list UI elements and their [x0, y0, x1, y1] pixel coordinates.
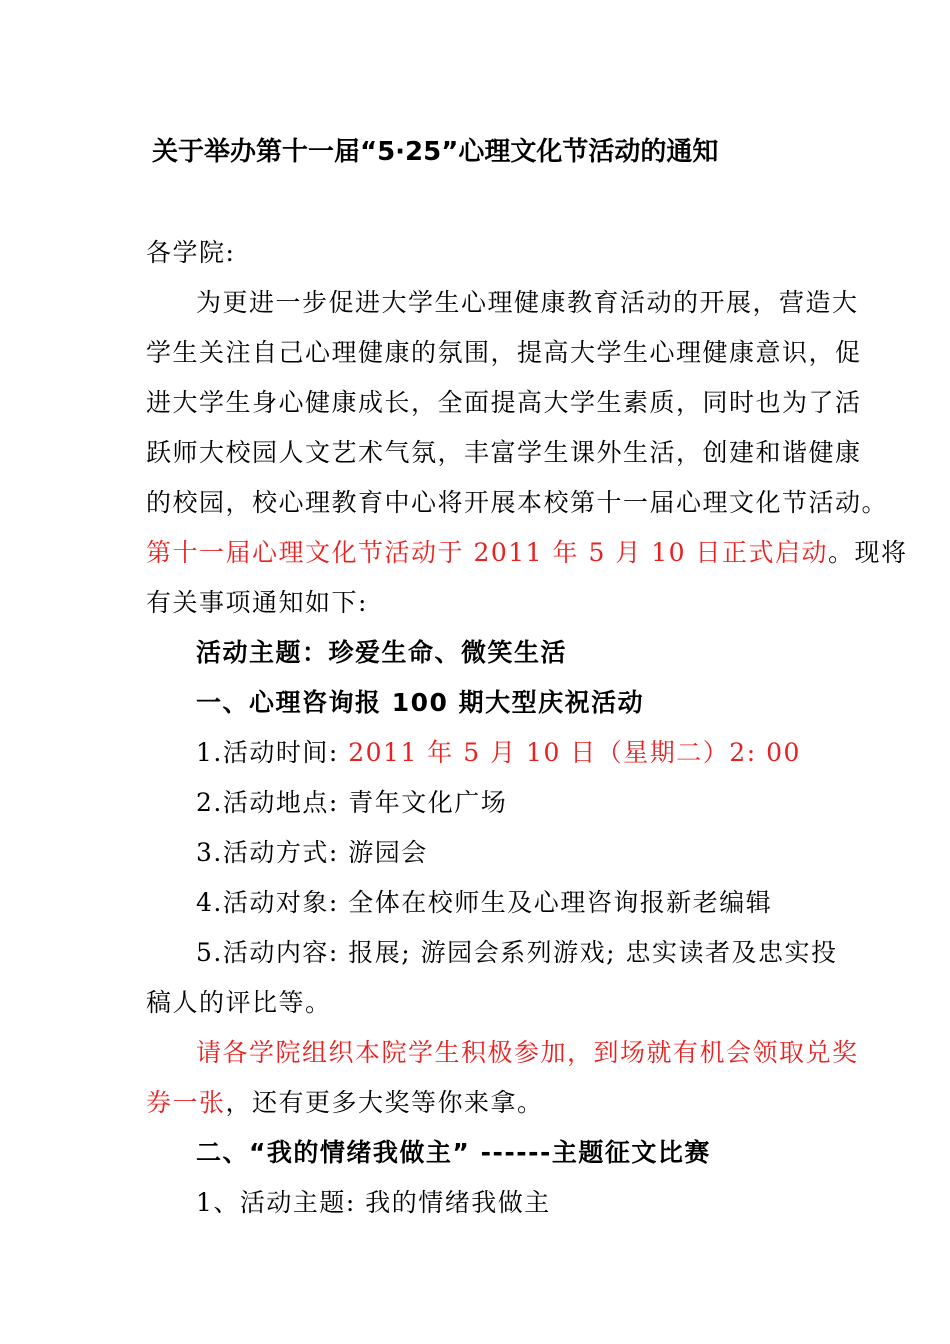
document-title: 关于举办第十一届“5·25”心理文化节活动的通知 — [152, 137, 719, 167]
activity-content-line-1: 5.活动内容: 报展; 游园会系列游戏; 忠实读者及忠实投 — [196, 938, 838, 967]
intro-line-5: 的校园，校心理教育中心将开展本校第十一届心理文化节活动。 — [146, 488, 889, 517]
section-1-heading: 一、心理咨询报 100 期大型庆祝活动 — [196, 688, 645, 717]
invitation-line-2 — [146, 1086, 544, 1120]
start-announcement — [146, 536, 908, 570]
start-date-highlight: 第十一届心理文化节活动于 2011 年 5 月 10 日正式启动 — [146, 538, 829, 567]
invitation-tail: ，还有更多大奖等你来拿。 — [225, 1088, 544, 1117]
activity-time — [196, 736, 801, 770]
activity-theme: 活动主题：珍爱生命、微笑生活 — [196, 638, 568, 667]
activity-content-line-2: 稿人的评比等。 — [146, 988, 332, 1017]
invitation-line-1: 请各学院组织本院学生积极参加，到场就有机会领取兑奖 — [196, 1038, 859, 1067]
notice-line: 有关事项通知如下: — [146, 588, 368, 617]
intro-line-4: 跃师大校园人文艺术气氛，丰富学生课外生活，创建和谐健康 — [146, 438, 862, 467]
activity-place: 2.活动地点: 青年文化广场 — [196, 788, 508, 817]
intro-line-1: 为更进一步促进大学生心理健康教育活动的开展，营造大 — [196, 288, 859, 317]
salutation: 各学院: — [146, 238, 236, 267]
section-2-heading: 二、“我的情绪我做主” ------主题征文比赛 — [196, 1138, 711, 1167]
intro-line-3: 进大学生身心健康成长，全面提高大学生素质，同时也为了活 — [146, 388, 862, 417]
section-2-item-1: 1、活动主题: 我的情绪我做主 — [196, 1188, 551, 1217]
activity-mode: 3.活动方式: 游园会 — [196, 838, 428, 867]
activity-audience: 4.活动对象: 全体在校师生及心理咨询报新老编辑 — [196, 888, 773, 917]
activity-time-label: 1.活动时间: — [196, 738, 339, 767]
intro-line-2: 学生关注自己心理健康的氛围，提高大学生心理健康意识，促 — [146, 338, 862, 367]
activity-time-value: 2011 年 5 月 10 日（星期二）2: 00 — [348, 738, 801, 767]
start-announcement-tail: 。现将 — [828, 538, 908, 567]
invitation-coupon-highlight: 券一张 — [146, 1088, 226, 1117]
